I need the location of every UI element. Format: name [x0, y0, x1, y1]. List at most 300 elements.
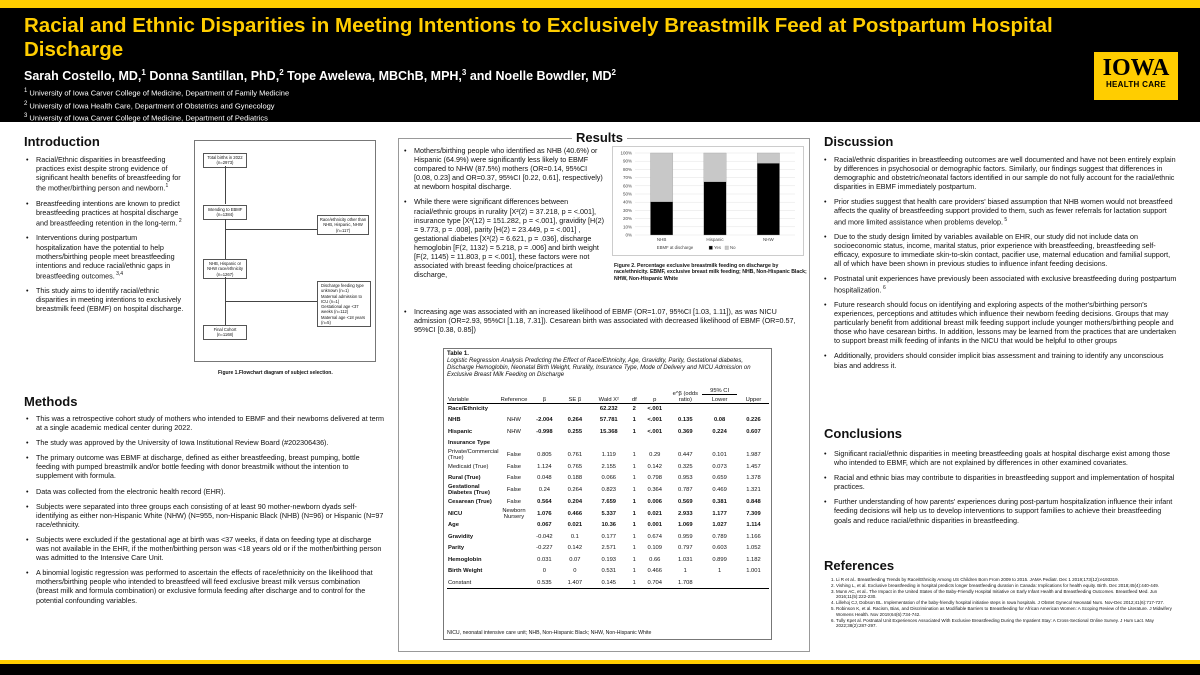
footer-gold-stripe	[0, 660, 1200, 664]
table-cell-wald: 15.368	[599, 428, 618, 435]
table-cell-lo: 0.789	[712, 533, 727, 540]
table-cell-lo: 1.027	[712, 522, 727, 529]
table-cell-hi	[738, 403, 769, 415]
table-cell-hi: 1.457	[746, 463, 761, 470]
table-cell-var: NICU	[448, 510, 463, 517]
table-cell-ref: False	[506, 475, 522, 482]
introduction-body	[26, 155, 184, 320]
reference-item: 2. Vishing L, et al. Exclusive breastfeeding in hospital predicts longer breastfeeding duration in Canada: Implications for health equity. Birth. Dec 2018;45(4):440-449.	[836, 583, 1181, 589]
table-row	[447, 554, 769, 566]
table-cell-var: Private/Commercial (True)	[448, 449, 499, 461]
poster-footer	[0, 660, 1200, 675]
table-row	[447, 484, 769, 496]
table-cell-b: -0.998	[536, 428, 553, 435]
table-cell-lo: 0.101	[712, 452, 727, 458]
table-row	[447, 403, 769, 415]
results-bullet: • Increasing age was associated with an increased likelihood of EBMF (OR=1.07, 95%CI [1.03, 1.11]), as was NICU admission (OR=2.93, 95%CI [1.18, 7.31]). Cesarean birth was associated with decreased likelihood of EBMF (OR=0.57, 95%CI [0.38, 0.85])	[404, 307, 806, 334]
flow-connector	[225, 301, 317, 302]
y-tick-label: 90%	[622, 158, 632, 164]
table-cell-ref: False	[506, 463, 522, 470]
y-tick-label: 70%	[622, 175, 632, 181]
table-cell-or: 2.933	[678, 510, 693, 517]
flow-connector	[225, 166, 226, 204]
table-cell-p: 0.466	[647, 568, 663, 575]
results-heading: Results	[572, 130, 627, 145]
legend-label: No	[730, 245, 736, 251]
reference-item: 6. Tully Kpet al. Postnatal Unit Experiences Associated With Exclusive Breastfeeding During the Inpatient Stay: A Cross-Sectional Online Survey. J Hum Lact. May 2022;38(2):287-297.	[836, 618, 1181, 630]
table-cell-df: 1	[632, 556, 636, 563]
table-cell-hi	[738, 577, 769, 589]
table-cell-se: 0.188	[567, 475, 583, 482]
intro-bullet	[26, 286, 184, 313]
table-cell-df: 1	[628, 577, 640, 589]
table-cell-se: 1.407	[560, 577, 589, 589]
table-cell-df: 1	[632, 428, 636, 435]
conclusions-heading: Conclusions	[824, 426, 903, 441]
reference-item: 1. Li R et al.. Breastfeeding Trends by Race/Ethnicity Among US Children Born From 2009 to 2015. JAMA Pediatr. Dec 1 2019;173(12):e193319.	[836, 577, 1181, 583]
flowchart-caption: Figure 1.Flowchart diagram of subject selection.	[218, 370, 333, 376]
affiliation-sup: 2	[24, 100, 28, 107]
table-cell-se	[560, 403, 589, 415]
reference-item: 3. Munn AC, et al.. The Impact in the United States of the Baby-Friendly Hospital Initiative on Early Infant Health and Breastfeeding Outcomes. Breastfeed Med. Jun 2016;11(5):222-230.	[836, 589, 1181, 601]
table-cell-lo: 0.469	[712, 487, 727, 493]
table-cell-or	[669, 438, 701, 450]
table-cell-se: 0.204	[567, 498, 583, 505]
table-cell-se: 0.255	[567, 428, 583, 435]
bullet-text: Racial/Ethnic disparities in breastfeeding practices exist despite strong evidence of significant health benefits of breastfeeding for the mother/birthing person and newborn.	[36, 155, 181, 193]
table-cell-ref	[500, 403, 529, 415]
legend-swatch	[725, 246, 729, 250]
discussion-bullet	[824, 155, 1178, 191]
citation-sup: 1	[165, 183, 169, 190]
discussion-bullet	[824, 300, 1178, 345]
results-body-top	[404, 146, 606, 285]
author-affil-sup: 2	[279, 68, 284, 77]
table-cell-lo: 1	[717, 568, 722, 575]
table-cell-wald: 0.066	[601, 475, 617, 482]
exclusion-item: Gestational age <37 weeks (n=112)	[321, 304, 359, 315]
table-cell-lo: 0.381	[712, 498, 727, 505]
table-cell-ref: False	[506, 452, 522, 458]
table-row	[447, 449, 769, 461]
methods-bullet: • Subjects were separated into three groups each consisting of at least 90 mother-newborn dyads self-identifying as either non-Hispanic White (NHW) (N=955, non-Hispanic Black (NHB) (N=96) or Hispanic (N=97 race/ethnicity.	[26, 502, 384, 529]
col-header: Wald X²	[589, 383, 628, 403]
table-row	[447, 473, 769, 485]
affiliation	[24, 86, 289, 99]
flow-box-total-births: Total births in 2022 (n=2973)	[203, 153, 247, 168]
table-cell-wald: 7.659	[601, 498, 617, 505]
methods-heading: Methods	[24, 394, 78, 409]
methods-bullet: • This was a retrospective cohort study of mothers who intended to EBMF and their newborns delivered at term at a single academic medical center during 2022.	[26, 414, 384, 432]
table-cell-wald	[589, 438, 628, 450]
flow-box-exclusions	[317, 281, 371, 327]
affiliation-text: University of Iowa Health Care, Department of Obstetrics and Gynecology	[27, 101, 275, 110]
table-cell-b	[528, 403, 560, 415]
flow-box-final-cohort: Final Cohort (n=1168)	[203, 325, 247, 340]
table-cell-b: 0.535	[528, 577, 560, 589]
table-cell-wald: 0.823	[601, 487, 617, 493]
methods-body	[26, 414, 384, 611]
table-cell-hi: 1.001	[746, 568, 761, 575]
table-cell-hi: 1.378	[746, 475, 761, 482]
table-cell-hi: 7.309	[746, 510, 761, 517]
author-name: Donna Santillan, PhD,	[145, 69, 280, 84]
table-cell-p	[640, 438, 669, 450]
table-cell-df: 1	[632, 498, 636, 505]
table-cell-lo: 0.073	[712, 463, 727, 470]
regression-table-panel	[443, 348, 772, 640]
methods-bullet: • Data was collected from the electronic health record (EHR).	[26, 487, 384, 496]
affiliation-text: University of Iowa Carver College of Medicine, Department of Family Medicine	[27, 88, 290, 98]
chart-canvas	[613, 147, 803, 255]
author-affil-sup: 3	[461, 68, 467, 77]
col-header	[701, 383, 738, 403]
table-cell-or: 0.959	[678, 533, 693, 540]
table-row	[447, 577, 769, 589]
flowchart	[194, 140, 376, 362]
table-cell-p: 0.006	[647, 498, 663, 505]
bar-yes-nhb	[650, 202, 672, 235]
table-cell-or: 0.447	[678, 452, 693, 458]
poster-title: Racial and Ethnic Disparities in Meeting Intentions to Exclusively Breastmilk Feed at Postpartum Hospital Discharge	[24, 14, 1053, 61]
table-cell-df: 1	[632, 475, 636, 482]
y-tick-label: 60%	[622, 183, 632, 189]
table-cell-or	[669, 403, 701, 415]
citation-sup: 5	[1003, 216, 1008, 223]
table-cell-b: 0.031	[537, 556, 552, 563]
table-cell-p: 0.001	[647, 522, 663, 529]
logo-line1: IOWA	[1102, 55, 1170, 81]
table-cell-or: 0.369	[678, 428, 693, 435]
table-row	[447, 496, 769, 508]
table-cell-wald: 2.571	[601, 545, 617, 552]
table-cell-lo	[701, 438, 738, 450]
table-cell-lo: 0.659	[712, 475, 727, 482]
bullet-text: Postnatal unit experiences have previously been associated with exclusive breastfeeding during postpartum hospitalization.	[834, 274, 1177, 294]
conclusion-bullet: • Significant racial/ethnic disparities in meeting breastfeeding goals at hospital discharge exist among those who intended to EBMF, which are not explained by differences in other examined covariates.	[824, 449, 1178, 467]
table-cell-df: 1	[632, 463, 636, 470]
table-cell-lo: 0.603	[712, 545, 727, 552]
poster-header	[0, 0, 1200, 122]
table-cell-lo: 0.224	[712, 428, 727, 435]
table-cell-se: 0.07	[569, 556, 581, 563]
bullet-text: Additionally, providers should consider implicit bias assessment and training to identify any unconscious bias and address it.	[834, 351, 1164, 370]
bar-yes-hispanic	[704, 182, 726, 235]
table-row	[447, 543, 769, 555]
table-row	[447, 426, 769, 438]
table-cell-df: 2	[632, 406, 636, 412]
col-header: Variable	[447, 383, 500, 403]
table-cell-ref: NHW	[507, 428, 521, 435]
bullet-text: Racial/ethnic disparities in breastfeeding outcomes are well documented and have not been entirely explain by differences in psychosocial or demographic factors. Similarly, our findings suggest that differences in demographic and obstetric/neonatal factors identified in our sample do not fully account for the racial/ethnic disparities in EBMF immediately postpartum.	[834, 155, 1176, 192]
table-cell-se: 0.142	[567, 545, 583, 552]
table-cell-ref	[500, 520, 529, 532]
table-row	[447, 531, 769, 543]
intro-bullet	[26, 155, 184, 193]
table-cell-var: Gravidity	[448, 533, 474, 540]
table-cell-p: 0.66	[649, 556, 661, 563]
table-footnote: NICU, neonatal intensive care unit; NHB, Non-Hispanic Black; NHW, Non-Hispanic White	[447, 630, 652, 636]
table-cell-b: -0.227	[536, 545, 553, 552]
table-cell-or: 0.325	[678, 463, 693, 470]
table-cell-p: 0.021	[647, 510, 663, 517]
table-cell-df: 1	[632, 522, 636, 529]
x-tick-label: NHW	[762, 237, 774, 242]
col-header: Reference	[500, 383, 529, 403]
col-header: β	[528, 383, 560, 403]
exclusion-item: Maternal admission to ICU (n=1)	[321, 293, 362, 304]
table-cell-df: 1	[632, 533, 636, 540]
table-cell-ref	[500, 543, 529, 555]
table-cell-var: Hispanic	[448, 428, 473, 435]
table-cell-hi: 1.182	[746, 556, 761, 563]
y-tick-label: 50%	[622, 191, 632, 197]
affiliation-list	[24, 86, 289, 124]
table-cell-var: Insurance Type	[448, 440, 491, 447]
exclusion-item: Maternal age <18 years (n=5)	[321, 314, 366, 326]
table-cell-wald: 62.232	[599, 406, 618, 412]
table-cell-var: Age	[448, 522, 459, 529]
table-cell-or: 1.708	[669, 577, 701, 589]
table-cell-var: Gestational Diabetes (True)	[448, 484, 490, 496]
table-body	[447, 403, 769, 589]
table-header-row	[447, 383, 769, 403]
reference-list	[826, 577, 1181, 629]
col-header: e^β (odds ratio)	[669, 383, 701, 403]
table-row	[447, 415, 769, 427]
table-cell-se: 0.264	[567, 417, 583, 424]
bar-yes-nhw	[757, 163, 779, 235]
table-cell-df	[628, 438, 640, 450]
table-cell-wald: 0.177	[601, 533, 617, 540]
exclusion-item: Discharge feeding type unknown (n=1)	[321, 283, 364, 294]
bullet-text: Future research should focus on identifying and exploring aspects of the mother's/birthing person's experiences, perceptions and attitudes which influence their newborn feeding decisions. Groups that may particularly benefit from additional breast milk feeding support include younger mothers/birthing people and those who have cesarean births. In addition, lessons may be learned from the practices that are undertaken to support breast milk feeding of infants in the NICU that would be helpful to other groups	[834, 300, 1177, 346]
chart-caption: Figure 2. Percentage exclusive breastmilk feeding on discharge by race/ethnicity. EBMF, exclusive breast milk feeding; NHB, Non-Hispanic Black; NHW, Non-Hispanic White	[614, 263, 807, 282]
table-cell-p: 0.674	[647, 533, 663, 540]
table-cell-lo	[701, 403, 738, 415]
table-cell-b	[528, 438, 560, 450]
methods-bullet: • A binomial logistic regression was performed to ascertain the effects of race/ethnicity on the likelihood that mothers/birthing people who intended to breastfeed will feed exclusive breast milk versus combination (breast milk and formula combination) or exclusive formula feeding after discharge and to control for the potential confounding variables.	[26, 568, 384, 604]
author-name: and Noelle Bowdler, MD	[466, 69, 612, 84]
bar-no-nhw	[757, 153, 779, 163]
author-affil-sup: 1	[141, 68, 146, 77]
table-cell-se: 0.264	[567, 487, 583, 493]
table-cell-p: <.001	[647, 406, 663, 412]
methods-bullet: • The study was approved by the University of Iowa Institutional Review Board (#202306436).	[26, 438, 384, 447]
table-cell-hi: 1.987	[746, 452, 761, 458]
discussion-body	[824, 155, 1178, 376]
table-cell-se: 0.466	[567, 510, 583, 517]
x-tick-label: NHB	[656, 237, 667, 242]
col-header: Upper	[738, 383, 769, 403]
table-cell-df: 1	[632, 417, 636, 424]
y-tick-label: 80%	[622, 166, 632, 172]
table-cell-df: 1	[632, 452, 636, 458]
table-cell-or: 1.031	[678, 556, 693, 563]
affiliation	[24, 111, 289, 124]
table-row	[447, 566, 769, 578]
table-cell-b: 1.124	[537, 463, 552, 470]
bullet-text: Breastfeeding intentions are known to predict breastfeeding practices at hospital discharge and breastfeeding retention in the long-term.	[36, 198, 180, 228]
ebmf-bar-chart	[612, 146, 804, 256]
table-caption: Logistic Regression Analysis Predicting the Effect of Race/Ethnicity, Age, Gravidity, Parity, Gestational diabetes, Discharge Hemoglobin, Neonatal Birth Weight, Rurality, Insurance Type, Mode of Delivery and NICU Admission on Exclusive Breast Milk Feeding on Discharge	[447, 358, 751, 378]
table-cell-var: Race/Ethnicity	[448, 406, 488, 412]
ci-header: 95% CI	[702, 388, 737, 395]
table-cell-p: 0.29	[649, 452, 661, 458]
table-cell-p: 0.142	[647, 463, 663, 470]
col-header: p	[640, 383, 669, 403]
author-list	[24, 68, 616, 83]
bullet-text: This study aims to identify racial/ethnic disparities in meeting intentions to exclusively breastmilk feed (EBMF) on hospital discharge.	[36, 286, 184, 314]
table-cell-p: 0.798	[647, 475, 663, 482]
bullet-text: Interventions during postpartum hospitalization have the potential to help mothers/birthing people meet breastfeeding intentions and reduce racial/ethnic gaps in breastfeeding outcomes.	[36, 233, 175, 281]
citation-sup: 2	[177, 217, 182, 224]
table-cell-or: 1.069	[678, 522, 693, 529]
table-cell-hi: 1.114	[746, 522, 761, 529]
table-title	[447, 351, 767, 379]
table-row	[447, 520, 769, 532]
table-row	[447, 508, 769, 520]
table-cell-wald: 57.781	[599, 417, 618, 424]
affiliation-sup: 1	[24, 88, 28, 94]
bar-no-nhb	[650, 153, 672, 202]
y-tick-label: 100%	[620, 150, 632, 156]
table-cell-wald: 10.36	[601, 522, 617, 529]
table-row	[447, 461, 769, 473]
logo-line2: HEALTH CARE	[1105, 80, 1167, 89]
table-cell-ref	[500, 554, 529, 566]
table-cell-var: Medicaid (True)	[448, 463, 489, 470]
y-tick-label: 30%	[622, 207, 632, 213]
flow-box-intending: Intending to EBMF (n=1384)	[203, 205, 247, 220]
table-cell-or: 0.135	[678, 417, 693, 424]
table-cell-b: 0.048	[537, 475, 552, 482]
table-cell-b: 0.24	[538, 487, 551, 493]
table-cell-hi: 0.226	[746, 417, 761, 424]
table-cell-or: 0.953	[678, 475, 693, 482]
table-cell-wald: 0.193	[601, 556, 617, 563]
table-cell-p: <.001	[647, 428, 663, 435]
table-cell-b: -0.042	[536, 533, 553, 540]
table-cell-p: 0.364	[647, 487, 663, 493]
col-header: SE β	[560, 383, 589, 403]
table-cell-lo	[701, 577, 738, 589]
table-cell-var: Cesarean (True)	[448, 498, 492, 505]
table-cell-or: 0.569	[678, 498, 693, 505]
table-cell-p: <.001	[647, 417, 663, 424]
flow-connector	[225, 219, 226, 259]
table-cell-se: 0.765	[567, 463, 583, 470]
table-cell-ref	[500, 566, 529, 578]
flow-box-race-cohort: NHB, Hispanic or NHW race/ethnicity (n=1267)	[203, 259, 247, 279]
conclusion-bullet: • Further understanding of how parents' experiences during post-partum hospitalization influence their infant feeding decisions will help us to develop interventions to support families to achieve their breastfeeding goals and reduce racial/ethnic disparities in breastfeeding.	[824, 497, 1178, 524]
table-cell-b: 1.076	[537, 510, 552, 517]
table-cell-wald: 1.119	[601, 452, 616, 458]
x-tick-label: Hispanic	[706, 237, 724, 242]
y-tick-label: 10%	[622, 224, 632, 230]
methods-bullet: • The primary outcome was EBMF at discharge, defined as either breastfeeding, breast pumping, bottle feeding with pumped breastmilk and/or bottle feeding with donor breastmilk without the intention to supplement with formula.	[26, 453, 384, 480]
table-cell-ref: NHW	[507, 417, 521, 424]
affiliation	[24, 99, 289, 112]
table-cell-ref	[500, 438, 529, 450]
discussion-heading: Discussion	[824, 134, 894, 149]
citation-sup: 3,4	[114, 270, 124, 277]
table-cell-ref	[500, 531, 529, 543]
discussion-bullet	[824, 232, 1178, 268]
methods-bullet: • Subjects were excluded if the gestational age at birth was <37 weeks, if data on feeding type at discharge was not available in the EHR, if the mother/birthing person was <18 years old or if the mother/birthing person was admitted to the Intensive Care Unit.	[26, 535, 384, 562]
table-cell-df: 1	[632, 487, 636, 493]
bullet-text: Prior studies suggest that health care providers' biased assumption that NHB women would not breastfeed affects the quality of breastfeeding support provided to them, such as fewer referrals for lactation support and more limited assistance when problems develop.	[834, 197, 1173, 226]
conclusions-body	[824, 449, 1178, 531]
legend-swatch	[709, 246, 713, 250]
table-cell-df: 1	[632, 568, 636, 575]
introduction-heading: Introduction	[24, 134, 100, 149]
table-cell-hi: 1.321	[746, 487, 761, 493]
results-body-bottom	[404, 307, 806, 340]
table-cell-b: 0	[542, 568, 547, 575]
table-cell-ref: Newborn Nursery	[502, 507, 526, 520]
regression-table	[447, 383, 769, 589]
references-heading: References	[824, 558, 895, 573]
header-gold-stripe	[0, 0, 1200, 8]
table-cell-var: Parity	[448, 545, 465, 552]
table-cell-or: 0.797	[678, 545, 693, 552]
intro-bullet	[26, 199, 184, 228]
table-cell-lo: 1.177	[712, 510, 727, 517]
table-cell-b: 0.805	[537, 452, 552, 458]
table-row	[447, 438, 769, 450]
x-axis-label: EBMF at discharge	[656, 245, 694, 250]
table-cell-var: Hemoglobin	[448, 556, 482, 563]
table-cell-lo: 0.08	[713, 417, 726, 424]
author-name: Tope Awelewa, MBChB, MPH,	[283, 69, 462, 84]
table-cell-hi: 0.607	[746, 428, 761, 435]
table-cell-var: Rural (True)	[448, 475, 481, 482]
intro-bullet	[26, 233, 184, 280]
results-bullet: • While there were significant differences between racial/ethnic groups in rurality [X²(2) = 37.218, p = <.001], insurance type [X²(12) = 151.282, p = <.001], gravidity [H(2) = 9.773, p = .008], parity [H(2) = 23.449, p = <.001] , gestational diabetes [X²(2) = 6.621, p = .036], discharge hemoglobin [F(2, 1132) = 5.218, p = .006] and birth weight [F(2, 1145) = 11.803, p = <.001], these factors were not associated with breast feeding choice/practices at discharge,	[404, 197, 606, 279]
table-cell-wald: 0.145	[589, 577, 628, 589]
table-cell-se: 0.1	[570, 533, 579, 540]
discussion-bullet	[824, 351, 1178, 369]
table-cell-hi	[738, 438, 769, 450]
table-cell-b: 0.564	[537, 498, 552, 505]
flow-box-excluded-race: Race/ethnicity other than NHB, Hispanic, NHW (n=117)	[317, 215, 369, 235]
table-cell-se	[560, 438, 589, 450]
table-cell-df: 1	[632, 510, 636, 517]
table-number: Table 1.	[447, 351, 469, 357]
affiliation-sup: 3	[24, 113, 28, 119]
legend-label: Yes	[714, 245, 722, 251]
y-tick-label: 40%	[622, 199, 632, 205]
table-cell-wald: 0.531	[601, 568, 617, 575]
table-cell-wald: 2.155	[601, 463, 617, 470]
table-cell-se: 0.761	[567, 452, 583, 458]
col-header: df	[628, 383, 640, 403]
table-cell-hi: 0.848	[746, 498, 761, 505]
reference-item: 4. Lillehoj CJ, Dobson BL. Implementation of the baby-friendly hospital initiative steps in Iowa hospitals. J Obstet Gynecol Neonatal Nurs. Nov-Dec 2012;41(6):717-727.	[836, 600, 1181, 606]
table-cell-b: -2.004	[536, 417, 553, 424]
reference-item: 5. Robinson K, et al. Racism, Bias, and Discrimination as Modifiable Barriers to Breastfeeding for African American Women: A Scoping Review of the Literature. J Midwifery Womens Health. Nov 2019;64(6):734-742.	[836, 606, 1181, 618]
conclusion-bullet: • Racial and ethnic bias may contribute to disparities in breastfeeding support and implementation of hospital practices.	[824, 473, 1178, 491]
author-name: Sarah Costello, MD,	[24, 69, 142, 84]
table-cell-ref	[500, 577, 529, 589]
table-cell-p: 0.109	[647, 545, 663, 552]
table-cell-wald: 5.337	[601, 510, 617, 517]
table-cell-b: 0.067	[537, 522, 552, 529]
bullet-text: Due to the study design limited by variables available on EHR, our study did not include data on socioeconomic status, income, marital status, prior experience with breastfeeding, breastfeeding self-efficacy, exposure to immediate skin-to-skin contact, pacifier use, maternal education and familial support, all of which have been shown in previous studies to influence infant feeding decisions.	[834, 232, 1171, 269]
y-tick-label: 20%	[622, 216, 632, 222]
flow-connector	[225, 229, 317, 230]
